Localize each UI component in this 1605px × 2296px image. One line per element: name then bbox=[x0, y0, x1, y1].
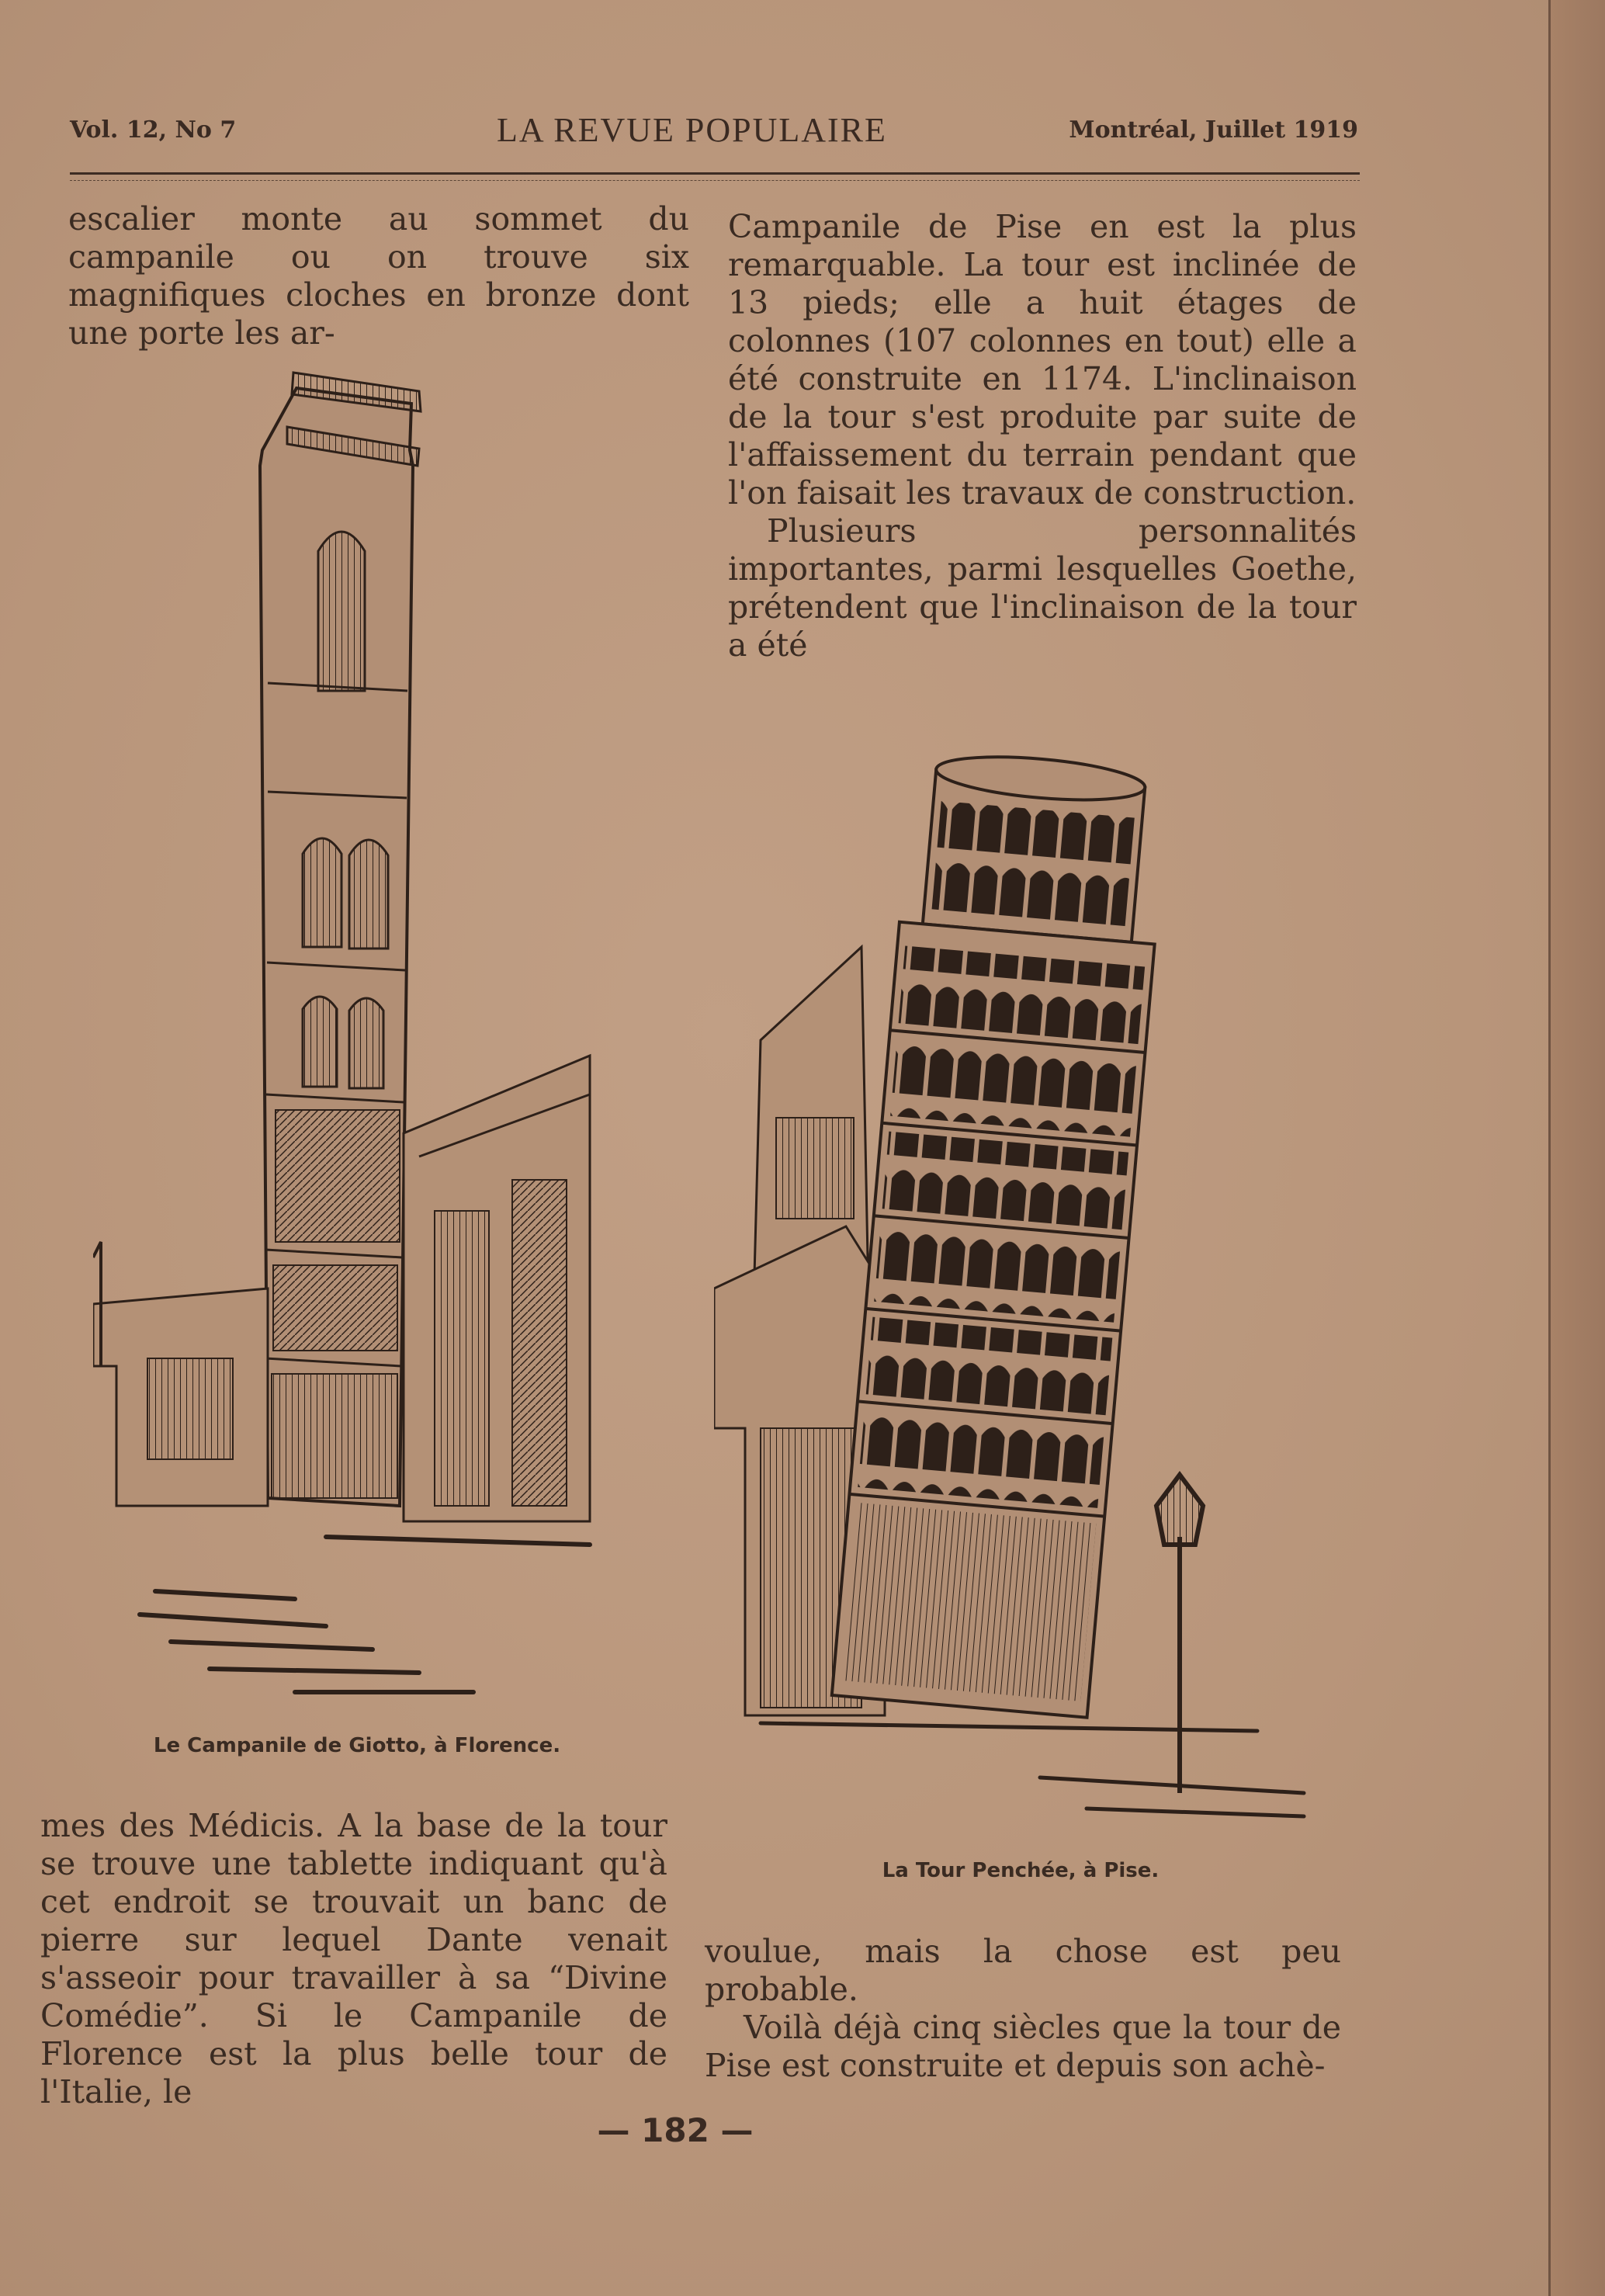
caption-florence: Le Campanile de Giotto, à Florence. bbox=[153, 1734, 561, 1757]
caption-pisa: La Tour Penchée, à Pise. bbox=[882, 1859, 1160, 1882]
page-edge bbox=[1548, 0, 1605, 2296]
header-rule bbox=[70, 172, 1360, 175]
volume-label: Vol. 12, No 7 bbox=[70, 116, 237, 144]
text-column-bottom-right bbox=[705, 1933, 1341, 2085]
text-column-bottom-left bbox=[40, 1807, 667, 2111]
campanile-florence-illustration bbox=[93, 357, 621, 1700]
paragraph: voulue, mais la chose est peu probable. bbox=[705, 1933, 1341, 2008]
page-header bbox=[70, 109, 1358, 163]
publication-title: LA REVUE POPULAIRE bbox=[497, 111, 887, 149]
paragraph: Campanile de Pise en est la plus remarquable. La tour est inclinée de 13 pieds; elle a huit étages de colonnes (107 colonnes en tout) elle a été construite en 1174. L'inclinaison de la tour s'est produite par suite de l'affaissement du terrain pendant que l'on faisait les travaux de construction. bbox=[728, 208, 1357, 512]
paragraph: escalier monte au sommet du campanile ou on trouve six magnifiques cloches en bronze dont une porte les ar- bbox=[68, 200, 689, 352]
header-rule-dashed bbox=[70, 180, 1360, 181]
paragraph: Voilà déjà cinq siècles que la tour de Pise est construite et depuis son achè- bbox=[705, 2009, 1341, 2084]
issue-date: Montréal, Juillet 1919 bbox=[1069, 116, 1358, 144]
text-column-top-right bbox=[728, 208, 1357, 664]
page-number: — 182 — bbox=[597, 2111, 754, 2149]
leaning-tower-pisa-illustration bbox=[714, 730, 1312, 1855]
paragraph: Plusieurs personnalités importantes, parmi lesquelles Goethe, prétendent que l'inclinaison de la tour a été bbox=[728, 512, 1357, 664]
paragraph: mes des Médicis. A la base de la tour se trouve une tablette indiquant qu'à cet endroit se trouvait un banc de pierre sur lequel Dante venait s'asseoir pour travailler à sa “Divine Comédie”. Si le Campanile de Florence est la plus belle tour de l'Italie, le bbox=[40, 1807, 667, 2110]
text-column-top-left bbox=[68, 200, 689, 352]
